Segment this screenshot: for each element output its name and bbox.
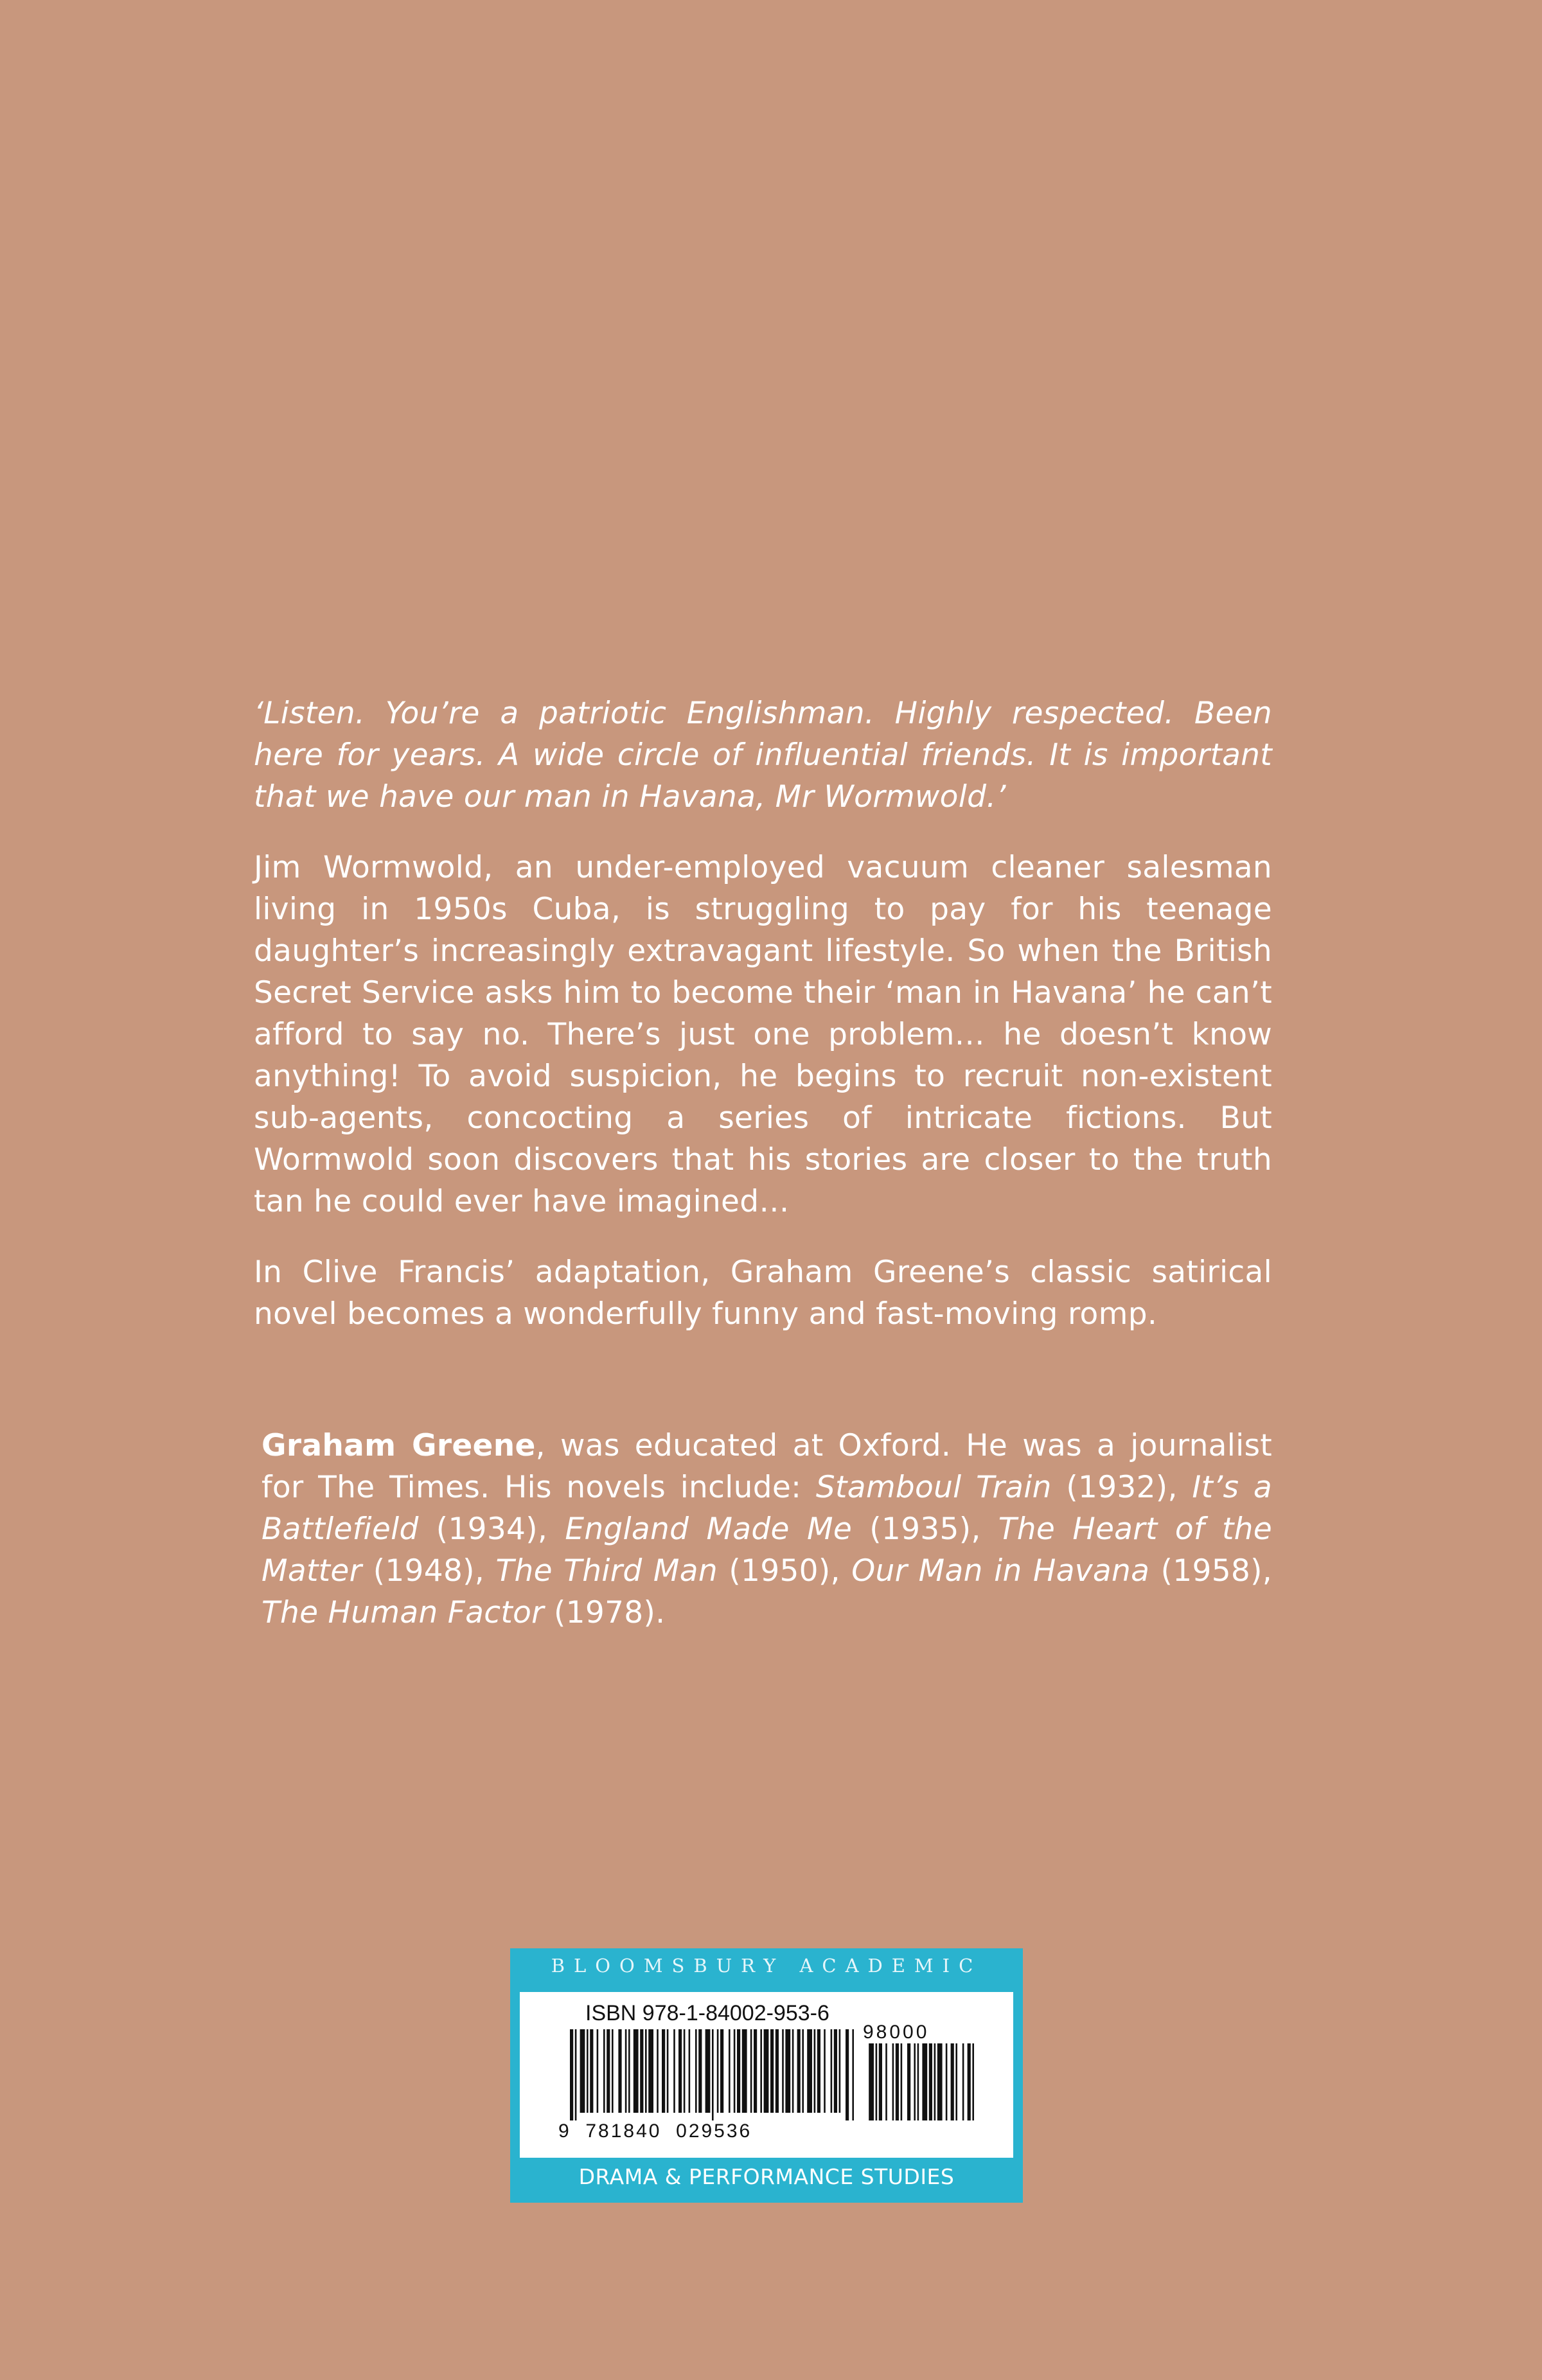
barcode-bar (792, 2029, 794, 2113)
novel-title: The Heart of the Matter (261, 1512, 1272, 1589)
barcode-bar (667, 2029, 669, 2113)
novel-title: England Made Me (565, 1512, 853, 1547)
barcode-bar (625, 2029, 627, 2113)
barcode-bar (587, 2029, 589, 2113)
barcode-bar (684, 2029, 686, 2113)
author-name: Graham Greene (261, 1428, 536, 1463)
barcode-bar (834, 2029, 837, 2113)
addon-bar (955, 2043, 957, 2120)
barcode-bar (824, 2029, 826, 2113)
barcode-bar (802, 2029, 804, 2113)
back-cover-blurb (254, 692, 1272, 1364)
addon-bar (896, 2043, 899, 2120)
addon-bar (937, 2043, 943, 2120)
addon-bar (968, 2043, 971, 2120)
barcode-bar (742, 2029, 747, 2113)
blurb-quote: ‘Listen. You’re a patriotic Englishman. Highly respected. Been here for years. A wide circle of influential friends. It is important that we have our man in Havana, Mr Wormwold.’ (254, 696, 1272, 815)
barcode-bar (737, 2029, 740, 2113)
barcode-bar (597, 2029, 599, 2113)
barcode-bar (712, 2029, 714, 2120)
novel-year: (1932), (1051, 1470, 1192, 1505)
addon-bar (892, 2043, 894, 2120)
category-label: DRAMA & PERFORMANCE STUDIES (578, 2164, 955, 2189)
barcode-bar (603, 2029, 605, 2113)
addon-digits: 98000 (863, 2022, 930, 2043)
addon-bar (972, 2043, 974, 2120)
barcode-panel (510, 1948, 1023, 2203)
barcode-bar (720, 2029, 723, 2113)
novel-year: (1958), (1149, 1553, 1272, 1589)
barcode-icon (570, 2029, 981, 2120)
barcode-bar (797, 2029, 801, 2113)
barcode-box (520, 1992, 1013, 2158)
novel-title: It’s a Battlefield (261, 1470, 1272, 1547)
barcode-bar (717, 2029, 719, 2113)
blurb-adaptation: In Clive Francis’ adaptation, Graham Greene’s classic satirical novel becomes a wonderfully funny and fast-moving romp. (254, 1255, 1272, 1332)
barcode-bar (689, 2029, 691, 2113)
barcode-bar (807, 2029, 812, 2113)
isbn-number: ISBN 978-1-84002-953-6 (585, 2001, 829, 2025)
barcode-bar (628, 2029, 630, 2113)
barcode-bar (640, 2029, 643, 2113)
novel-title: Our Man in Havana (851, 1553, 1150, 1589)
blurb-synopsis: Jim Wormwold, an under-employed vacuum cleaner salesman living in 1950s Cuba, is struggling to pay for his teenage daughter’s increasingly extravagant lifestyle. So when the British Secret Service asks him to become their ‘man in Havana’ he can’t afford to say no. There’s just one problem… he doesn’t know anything! To avoid suspicion, he begins to recruit non-existent sub-agents, concocting a series of intricate fictions. But Wormwold soon discovers that his stories are closer to the truth tan he could ever have imagined… (254, 850, 1272, 1219)
novel-year: (1934), (418, 1512, 565, 1547)
barcode-bar (673, 2029, 675, 2113)
barcode-bar (831, 2029, 833, 2113)
addon-bar (934, 2043, 936, 2120)
addon-bar (929, 2043, 932, 2120)
barcode-bar (734, 2029, 736, 2113)
barcode-bar (750, 2029, 752, 2113)
barcode-bar (607, 2029, 610, 2113)
barcode-bar (570, 2029, 573, 2120)
barcode-digits: 9 781840 029536 (558, 2120, 752, 2142)
barcode-bar (590, 2029, 593, 2113)
novel-title: The Third Man (495, 1553, 718, 1589)
barcode-bar (764, 2029, 769, 2113)
barcode-bar (846, 2029, 849, 2120)
addon-bar (951, 2043, 954, 2120)
barcode-bar (648, 2029, 653, 2113)
addon-bar (914, 2043, 916, 2120)
addon-bar (885, 2043, 887, 2120)
novel-year: (1935), (852, 1512, 998, 1547)
addon-bar (876, 2043, 878, 2120)
barcode-bar (729, 2029, 731, 2113)
barcode-bar (775, 2029, 779, 2113)
barcode-bar (705, 2029, 711, 2113)
barcode-bar (817, 2029, 820, 2113)
barcode-bar (634, 2029, 639, 2113)
barcode-bar (657, 2029, 659, 2113)
addon-bar (901, 2043, 903, 2120)
barcode-bar (612, 2029, 614, 2113)
novel-year: (1948), (362, 1553, 496, 1589)
barcode-bar (782, 2029, 784, 2113)
barcode-bar (785, 2029, 790, 2113)
barcode-bar (662, 2029, 665, 2113)
publisher-name: BLOOMSBURY ACADEMIC (551, 1955, 982, 1977)
addon-bar (907, 2043, 910, 2120)
barcode-bar (618, 2029, 621, 2113)
novel-year: (1978). (544, 1595, 666, 1630)
barcode-bar (698, 2029, 702, 2113)
barcode-bar (575, 2029, 577, 2120)
barcode-bar (754, 2029, 757, 2113)
novel-title: Stamboul Train (815, 1470, 1052, 1505)
addon-bar (869, 2043, 874, 2120)
addon-bar (962, 2043, 964, 2120)
addon-bar (879, 2043, 882, 2120)
bio-text: , was educated at Oxford. He was a journalist for The Times. His novels include: (261, 1428, 1272, 1505)
addon-bar (917, 2043, 919, 2120)
novel-year: (1950), (717, 1553, 852, 1589)
author-bio (261, 1425, 1272, 1634)
barcode-bar (580, 2029, 585, 2113)
barcode-bar (645, 2029, 647, 2113)
barcode-bar (678, 2029, 682, 2113)
barcode-bar (852, 2029, 854, 2120)
addon-bar (946, 2043, 948, 2120)
barcode-bar (839, 2029, 841, 2113)
barcode-bar (760, 2029, 762, 2113)
addon-bar (922, 2043, 927, 2120)
barcode-bar (695, 2029, 697, 2113)
novel-title: The Human Factor (261, 1595, 544, 1630)
barcode-bar (814, 2029, 816, 2113)
barcode-bar (770, 2029, 774, 2113)
